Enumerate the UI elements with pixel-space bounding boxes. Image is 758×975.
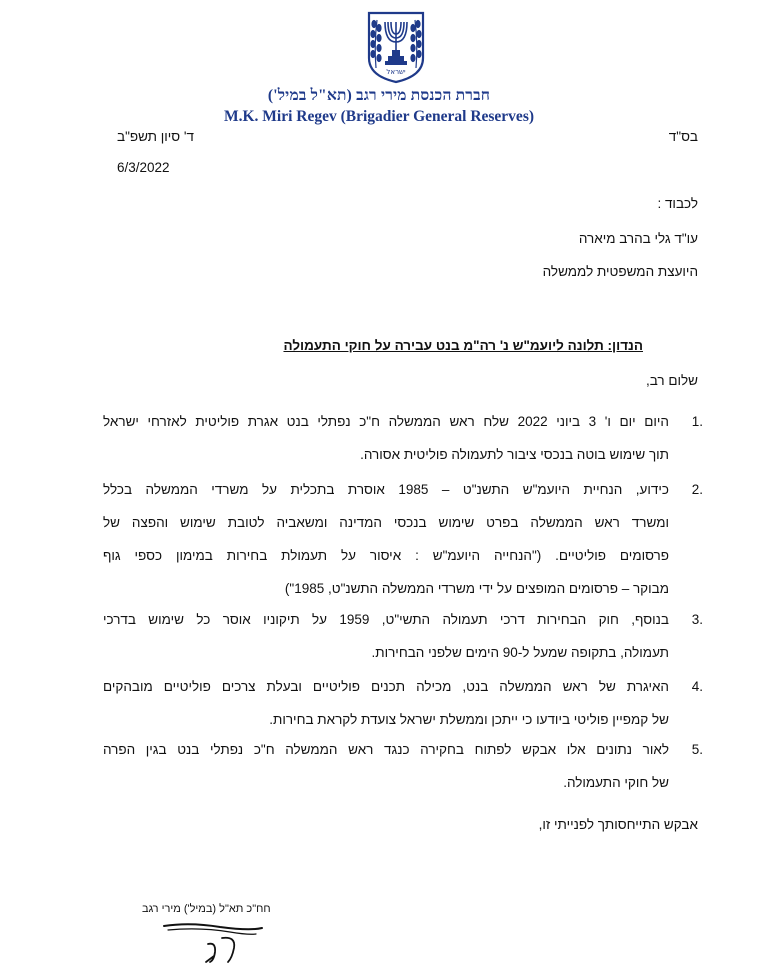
item-number: 5. — [691, 742, 703, 757]
item-text-line: לאור נתונים אלו אבקש לפתוח בחקירה כנגד ראש הממשלה ח"כ נפתלי בנט בגין הפרה — [103, 742, 669, 757]
item-text-line: כידוע, הנחיית היועמ"ש התשנ"ט – 1985 אוסרת בתכלית על משרדי הממשלה בכלל — [103, 482, 669, 497]
item-text-line: בנוסף, חוק הבחירות דרכי תעמולה התשי"ט, 1959 על תיקוניו אוסר כל שימוש בדרכי — [103, 612, 669, 627]
subject-line: הנדון: תלונה ליועמ"ש נ' רה"מ בנט עבירה על חוקי התעמולה — [283, 338, 643, 353]
letterhead-english-title: M.K. Miri Regev (Brigadier General Reserves) — [223, 108, 535, 125]
item-number: 2. — [691, 482, 703, 497]
closing-line: אבקש התייחסותך לפנייתי זו, — [538, 817, 698, 832]
item-text-line: פרסומים פוליטיים. ("הנחייה היועמ"ש : איסור על תעמולת בחירות במימון כספי גוף — [103, 548, 669, 563]
letterhead-hebrew-title: חברת הכנסת מירי רגב (תא"ל במיל') — [267, 87, 491, 104]
item-text-line: תעמולה, בתקופה שמעל ל-90 הימים שלפני הבחירות. — [371, 645, 669, 660]
addressee-label: לכבוד : — [657, 196, 698, 211]
greeting: שלום רב, — [645, 373, 698, 388]
addressee-name: עו"ד גלי בהרב מיארה — [578, 231, 698, 246]
emblem-of-israel-icon — [366, 10, 426, 84]
item-number: 3. — [691, 612, 703, 627]
item-text-line: של קמפיין פוליטי ביודעו כי ייתכן וממשלת ישראל צועדת לקראת בחירות. — [269, 712, 669, 727]
bsd-mark: בס"ד — [668, 129, 698, 144]
item-number: 4. — [691, 679, 703, 694]
item-text-line: תוך שימוש בוטה בנכסי ציבור לתעמולה פוליטית אסורה. — [360, 447, 669, 462]
gregorian-date: 6/3/2022 — [117, 160, 170, 175]
item-text-line: של חוקי התעמולה. — [563, 775, 669, 790]
signatory-name: חח"כ תא"ל (במיל') מירי רגב — [142, 903, 271, 915]
item-number: 1. — [691, 414, 703, 429]
item-text-line: היום יום ו' 3 ביוני 2022 שלח ראש הממשלה ח"כ נפתלי בנט אגרת פוליטית לאזרחי ישראל — [103, 414, 669, 429]
addressee-title: היועצת המשפטית לממשלה — [542, 264, 698, 279]
svg-text:ישראל: ישראל — [386, 68, 406, 76]
item-text-line: מבוקר – פרסומים המופצים על ידי משרדי הממשלה התשנ"ט, 1985") — [284, 581, 669, 596]
item-text-line: האיגרת של ראש הממשלה בנט, מכילה תכנים פוליטיים ובעלת צרכים פוליטיים מובהקים — [103, 679, 669, 694]
handwritten-signature-icon — [160, 918, 270, 968]
hebrew-date: ד' סיון תשפ"ב — [117, 129, 194, 144]
item-text-line: ומשרד ראש הממשלה בפרט שימוש בנכסי המדינה ומשאביה לטובת שימוש והפצה של — [103, 515, 669, 530]
